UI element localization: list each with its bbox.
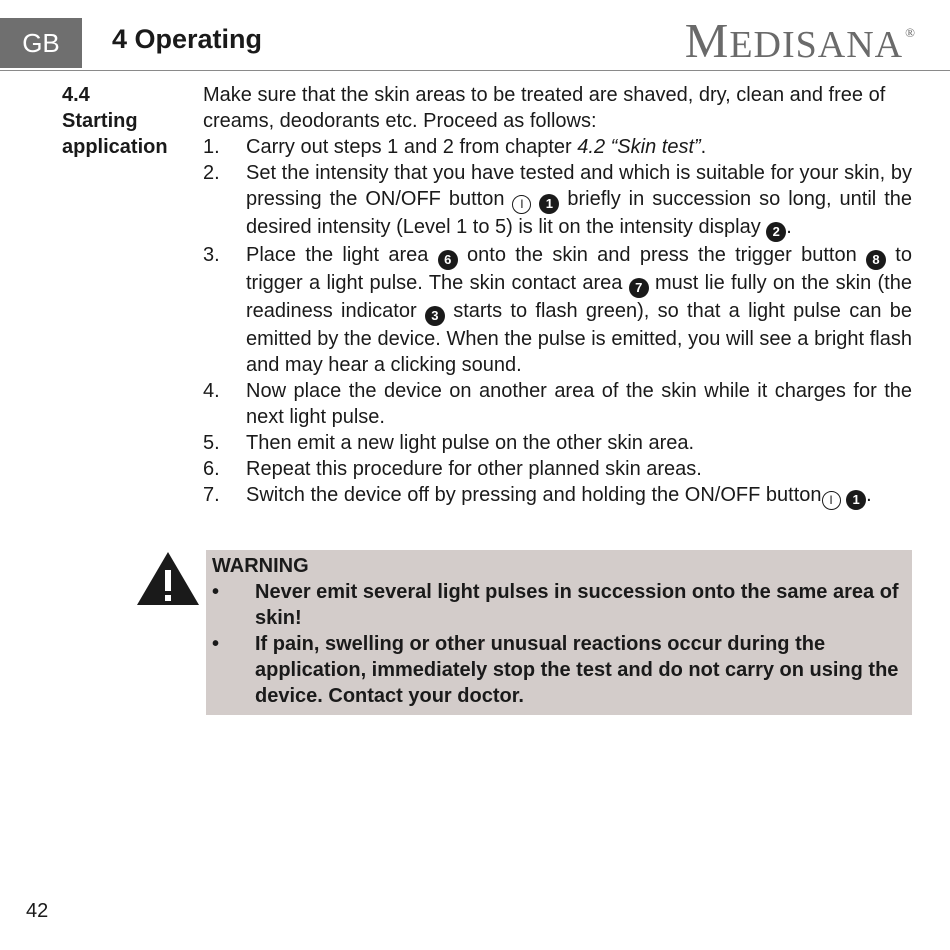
step-number: 1. xyxy=(203,136,220,158)
warning-icon xyxy=(136,550,200,606)
step-3 xyxy=(203,242,912,378)
step-text: Place the light area 6 onto the skin and press the trigger button 8 to trigger a light pulse. The skin contact area 7 must lie fully on the skin (the readiness indicator 3 starts to flash green), so that a light pulse can be emitted by the device. When the pulse is emitted, you will see a bright flash and may hear a clicking sound. xyxy=(246,244,912,376)
section-number: 4.4 xyxy=(62,84,90,106)
step-2 xyxy=(203,160,912,242)
brand-rest: EDISANA xyxy=(729,24,904,66)
callout-2-icon: 2 xyxy=(766,222,786,242)
header-divider xyxy=(0,70,950,71)
chapter-title: 4 Operating xyxy=(112,24,263,54)
step-text: Repeat this procedure for other planned skin areas. xyxy=(246,458,702,480)
warning-text: Never emit several light pulses in succession onto the same area of skin! xyxy=(255,581,899,629)
step-6 xyxy=(203,456,912,482)
step-number: 5. xyxy=(203,432,220,454)
chapter-reference: 4.2 “Skin test” xyxy=(577,136,701,158)
step-number: 2. xyxy=(203,162,220,184)
registered-mark: ® xyxy=(905,25,916,40)
callout-1-icon: 1 xyxy=(539,194,559,214)
callout-3-icon: 3 xyxy=(425,306,445,326)
page-number: 42 xyxy=(26,900,49,922)
warning-item xyxy=(212,579,906,631)
step-number: 3. xyxy=(203,244,220,266)
warning-list xyxy=(212,579,906,709)
step-7 xyxy=(203,482,912,510)
callout-8-icon: 8 xyxy=(866,250,886,270)
step-4 xyxy=(203,378,912,430)
intro-paragraph: Make sure that the skin areas to be treated are shaved, dry, clean and free of creams, deodorants etc. Proceed as follows: xyxy=(203,84,886,132)
warning-title: WARNING xyxy=(212,555,309,577)
section-title-line-1: Starting xyxy=(62,110,138,132)
power-button-icon: I xyxy=(512,195,531,214)
section-content xyxy=(203,82,912,510)
warning-text: If pain, swelling or other unusual reactions occur during the application, immediately stop the test and do not carry on using the device. Contact your doctor. xyxy=(255,633,899,707)
section-title-line-2: application xyxy=(62,136,168,158)
step-text: Then emit a new light pulse on the other skin area. xyxy=(246,432,695,454)
step-text: Carry out steps 1 and 2 from chapter 4.2 “Skin test”. xyxy=(246,136,707,158)
step-number: 6. xyxy=(203,458,220,480)
callout-6-icon: 6 xyxy=(438,250,458,270)
step-1 xyxy=(203,134,912,160)
brand-logo xyxy=(684,13,916,68)
bullet: • xyxy=(212,633,220,655)
step-5 xyxy=(203,430,912,456)
warning-item xyxy=(212,631,906,709)
step-text: Set the intensity that you have tested and which is suitable for your skin, by pressing the ON/OFF button I 1 briefly in succession so long, until the desired intensity (Level 1 to 5) is lit on the intensity display 2 . xyxy=(246,160,912,242)
warning-box xyxy=(206,550,912,715)
power-button-icon: I xyxy=(822,491,841,510)
bullet: • xyxy=(212,581,220,603)
step-text: Switch the device off by pressing and holding the ON/OFF button I 1 . xyxy=(246,482,912,510)
step-text: Now place the device on another area of the skin while it charges for the next light pulse. xyxy=(246,380,912,428)
language-tab: GB xyxy=(0,18,82,68)
section-label xyxy=(62,82,168,160)
step-number: 7. xyxy=(203,484,220,506)
callout-7-icon: 7 xyxy=(629,278,649,298)
step-number: 4. xyxy=(203,380,220,402)
brand-initial: M xyxy=(684,13,730,68)
steps-list xyxy=(203,134,912,510)
callout-1-icon: 1 xyxy=(846,490,866,510)
